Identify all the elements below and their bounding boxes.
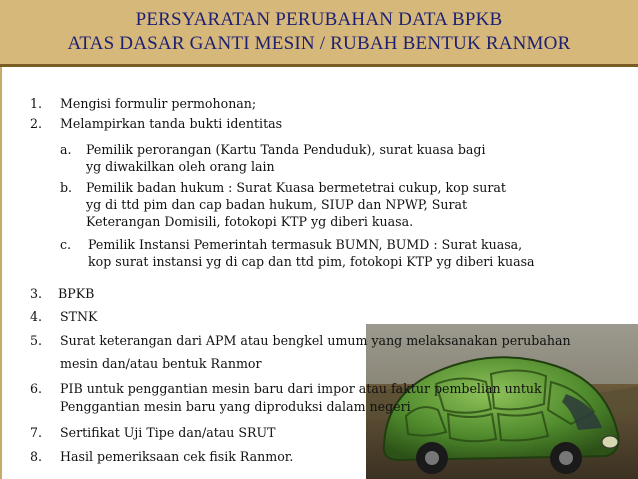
sub-item-b-cont-2: Keterangan Domisili, fotokopi KTP yg diberi kuasa. <box>86 214 414 229</box>
list-number: 6. <box>30 381 43 396</box>
list-number: 1. <box>30 96 43 111</box>
sub-item-a-cont: yg diwakilkan oleh orang lain <box>86 159 275 174</box>
list-text: STNK <box>60 309 98 324</box>
sub-text: Pemilik perorangan (Kartu Tanda Penduduk), surat kuasa bagi <box>86 142 486 157</box>
list-item-6-cont: Penggantian mesin baru yang diproduksi dalam negeri <box>60 399 411 414</box>
list-text: Surat keterangan dari APM atau bengkel umum yang melaksanakan perubahan <box>60 333 571 348</box>
sub-item-c-cont: kop surat instansi yg di cap dan ttd pim, fotokopi KTP yg diberi kuasa <box>88 254 535 269</box>
list-number: 3. <box>30 286 43 301</box>
title-banner <box>0 0 638 64</box>
list-number: 4. <box>30 309 43 324</box>
sub-item-c <box>60 236 522 253</box>
list-number: 2. <box>30 116 43 131</box>
list-number: 5. <box>30 333 43 348</box>
list-text: Sertifikat Uji Tipe dan/atau SRUT <box>60 425 276 440</box>
list-item-5 <box>30 332 571 349</box>
sub-text: Pemilik Instansi Pemerintah termasuk BUMN, BUMD : Surat kuasa, <box>88 237 523 252</box>
title-line-1: PERSYARATAN PERUBAHAN DATA BPKB <box>135 9 503 30</box>
list-item-1 <box>30 95 256 112</box>
list-text: BPKB <box>58 286 95 301</box>
list-number: 7. <box>30 425 43 440</box>
sub-item-b <box>60 179 506 196</box>
list-item-2 <box>30 115 282 132</box>
list-text: Mengisi formulir permohonan; <box>60 96 257 111</box>
sub-text: Pemilik badan hukum : Surat Kuasa bermetetrai cukup, kop surat <box>86 180 506 195</box>
list-item-7 <box>30 424 276 441</box>
sub-item-b-cont-1: yg di ttd pim dan cap badan hukum, SIUP dan NPWP, Surat <box>86 197 468 212</box>
list-item-8 <box>30 448 293 465</box>
sub-letter: a. <box>60 142 72 157</box>
list-number: 8. <box>30 449 43 464</box>
sub-letter: b. <box>60 180 73 195</box>
list-text: PIB untuk penggantian mesin baru dari impor atau faktur pembelian untuk <box>60 381 542 396</box>
sub-letter: c. <box>60 237 72 252</box>
list-text: Melampirkan tanda bukti identitas <box>60 116 283 131</box>
list-item-6 <box>30 380 542 397</box>
title-line-2: ATAS DASAR GANTI MESIN / RUBAH BENTUK RANMOR <box>67 33 571 54</box>
sub-item-a <box>60 141 486 158</box>
list-text: Hasil pemeriksaan cek fisik Ranmor. <box>60 449 294 464</box>
list-item-3 <box>30 285 94 302</box>
list-item-5-cont: mesin dan/atau bentuk Ranmor <box>60 356 262 371</box>
list-item-4 <box>30 308 97 325</box>
